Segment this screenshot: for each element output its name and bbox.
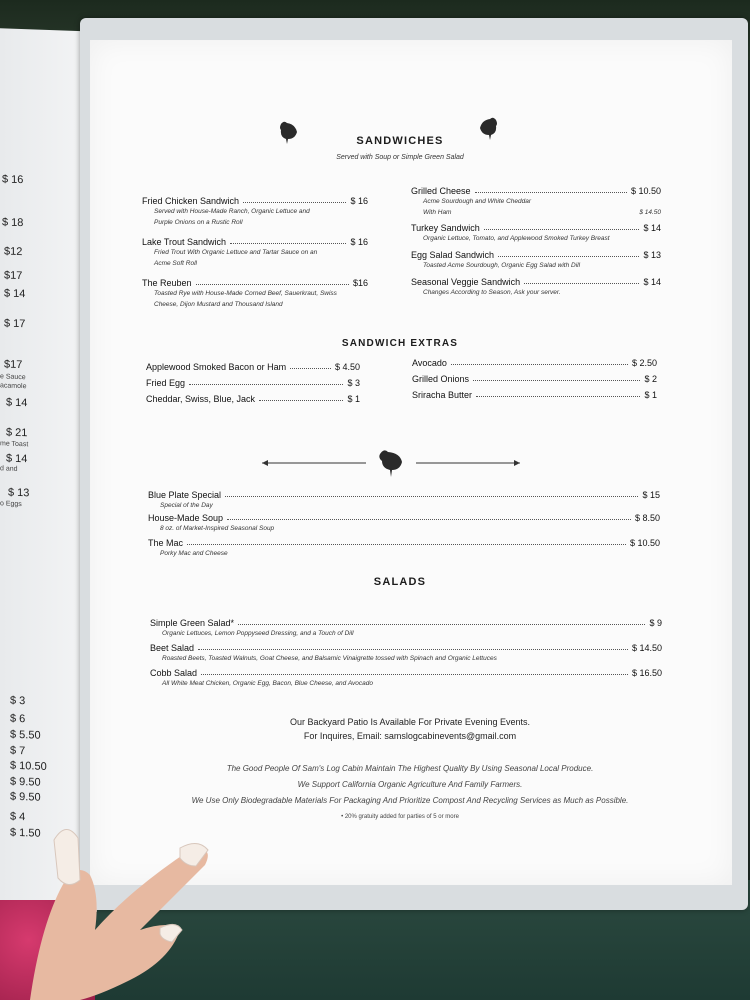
salads-heading: SALADS <box>373 576 427 588</box>
item-name: Egg Salad Sandwich <box>411 250 495 260</box>
item-description: All White Meat Chicken, Organic Egg, Bacon, Blue Cheese, and Avocado <box>162 680 374 687</box>
special-item <box>148 490 660 500</box>
item-price: $ 14.50 <box>631 643 662 653</box>
left-price: $ 4 <box>10 810 26 824</box>
item-price: $ 1 <box>644 390 657 400</box>
item-name: Grilled Onions <box>412 374 470 384</box>
left-price: $12 <box>4 245 23 259</box>
sandwich-column-right <box>411 186 661 298</box>
sandwich-column-left <box>142 196 368 310</box>
left-price: $ 1.50 <box>10 826 41 840</box>
extras-column-left <box>146 362 360 404</box>
item-price: $ 9 <box>649 618 662 628</box>
item-description: Acme Soft Roll <box>154 260 197 267</box>
menu-item <box>411 186 661 196</box>
item-name: Avocado <box>412 358 447 368</box>
item-price: $ 14 <box>643 223 661 233</box>
item-price: $ 10.50 <box>629 538 660 548</box>
left-price: $ 18 <box>2 216 24 230</box>
left-price: $ 5.50 <box>10 728 41 742</box>
salad-item <box>150 668 662 678</box>
item-name: Fried Egg <box>146 378 186 388</box>
mission-line: The Good People Of Sam's Log Cabin Maintain The Highest Quality By Using Seasonal Local Produce. <box>226 764 594 773</box>
item-description: Porky Mac and Cheese <box>160 550 228 557</box>
item-price: $ 10.50 <box>630 186 661 196</box>
hand <box>20 820 220 1000</box>
special-item <box>148 513 660 523</box>
item-price: $ 4.50 <box>334 362 360 372</box>
salads-list <box>150 618 662 689</box>
addon-price: $ 14.50 <box>639 209 661 216</box>
inquiries-email: For Inquires, Email: samslogcabinevents@gmail.com <box>303 731 517 741</box>
item-description: Fried Trout With Organic Lettuce and Tartar Sauce on an <box>154 249 318 256</box>
menu-item <box>411 277 661 287</box>
mission-line: We Use Only Biodegradable Materials For Packaging And Prioritize Compost And Recycling Services as Much as Possible. <box>191 796 629 805</box>
addon-label: With Ham <box>423 209 452 216</box>
item-description: Acme Sourdough and White Cheddar <box>423 198 532 205</box>
sandwiches-heading: SANDWICHES <box>356 135 444 147</box>
item-price: $ 3 <box>347 378 360 388</box>
left-fragment: acamole <box>0 382 27 391</box>
item-description: Toasted Acme Sourdough, Organic Egg Salad with Dill <box>423 262 581 269</box>
item-name: Sriracha Butter <box>412 390 473 400</box>
left-price: $ 7 <box>10 744 26 758</box>
item-description: Purple Onions on a Rustic Roll <box>154 219 243 226</box>
menu-item-addon <box>411 207 661 218</box>
menu-item <box>411 250 661 260</box>
item-price: $16 <box>352 278 368 288</box>
fingernail-icon <box>54 829 80 884</box>
extra-item <box>412 390 657 400</box>
item-price: $ 2 <box>644 374 657 384</box>
left-price: $ 14 <box>6 452 28 466</box>
extra-item <box>146 378 360 388</box>
left-price: $ 9.50 <box>10 775 41 789</box>
item-name: The Mac <box>148 538 184 548</box>
item-name: Seasonal Veggie Sandwich <box>411 277 521 287</box>
extra-item <box>146 362 360 372</box>
menu-item <box>142 278 368 288</box>
item-name: Simple Green Salad* <box>150 618 235 628</box>
menu-page <box>90 40 732 885</box>
menu-item <box>142 237 368 247</box>
gratuity-note: • 20% gratuity added for parties of 5 or more <box>341 814 459 820</box>
item-price: $ 13 <box>643 250 661 260</box>
divider-ornament <box>258 442 526 482</box>
item-price: $ 16 <box>350 237 368 247</box>
menu-item <box>142 196 368 206</box>
item-price: $ 16 <box>350 196 368 206</box>
left-price: $17 <box>4 269 23 283</box>
item-name: Blue Plate Special <box>148 490 222 500</box>
item-description: Served with House-Made Ranch, Organic Lettuce and <box>154 208 310 215</box>
left-fragment: me Toast <box>0 440 29 449</box>
extras-heading: SANDWICH EXTRAS <box>341 338 459 349</box>
specials-list <box>148 490 660 559</box>
left-price: $ 16 <box>2 173 24 187</box>
item-price: $ 1 <box>347 394 360 404</box>
salad-item <box>150 643 662 653</box>
left-price: $ 17 <box>4 317 26 331</box>
item-description: Organic Lettuce, Tomato, and Applewood Smoked Turkey Breast <box>423 235 610 242</box>
item-description: Cheese, Dijon Mustard and Thousand Island <box>154 301 283 308</box>
left-price: $ 3 <box>10 694 26 708</box>
item-name: Beet Salad <box>150 643 195 653</box>
item-description: Roasted Beets, Toasted Walnuts, Goat Cheese, and Balsamic Vinaigrette tossed with Spinach and Organic Lettuces <box>162 655 497 662</box>
item-price: $ 8.50 <box>634 513 660 523</box>
item-name: Lake Trout Sandwich <box>142 237 227 247</box>
extra-item <box>412 374 657 384</box>
menu-item <box>411 223 661 233</box>
item-description: Special of the Day <box>160 502 213 509</box>
item-price: $ 14 <box>643 277 661 287</box>
left-price: $ 10.50 <box>10 759 47 773</box>
item-name: Grilled Cheese <box>411 186 471 196</box>
left-fragment: d and <box>0 465 18 473</box>
left-fragment: o Eggs <box>0 500 22 509</box>
item-name: Cobb Salad <box>150 668 198 678</box>
left-price: $ 6 <box>10 712 26 726</box>
left-fragment: e Sauce <box>0 373 26 382</box>
salad-item <box>150 618 662 628</box>
item-name: The Reuben <box>142 278 192 288</box>
item-price: $ 16.50 <box>631 668 662 678</box>
item-name: Applewood Smoked Bacon or Ham <box>146 362 287 372</box>
item-description: Changes According to Season, Ask your server. <box>423 289 561 296</box>
left-price: $ 14 <box>4 287 26 301</box>
item-name: Fried Chicken Sandwich <box>142 196 240 206</box>
item-name: Cheddar, Swiss, Blue, Jack <box>146 394 256 404</box>
item-name: House-Made Soup <box>148 513 224 523</box>
mission-line: We Support California Organic Agriculture And Family Farmers. <box>297 780 523 789</box>
extra-item <box>146 394 360 404</box>
left-price: $17 <box>4 358 23 372</box>
left-price: $ 13 <box>8 486 30 500</box>
item-price: $ 15 <box>642 490 660 500</box>
item-price: $ 2.50 <box>631 358 657 368</box>
left-price: $ 14 <box>6 396 28 410</box>
item-description: Toasted Rye with House-Made Corned Beef, Sauerkraut, Swiss <box>154 290 337 297</box>
patio-notice: Our Backyard Patio Is Available For Private Evening Events. <box>290 717 530 727</box>
item-description: 8 oz. of Market-Inspired Seasonal Soup <box>160 525 275 532</box>
left-price: $ 9.50 <box>10 790 41 804</box>
extra-item <box>412 358 657 368</box>
item-description: Organic Lettuces, Lemon Poppyseed Dressing, and a Touch of Dill <box>162 630 354 637</box>
extras-column-right <box>412 358 657 400</box>
item-name: Turkey Sandwich <box>411 223 480 233</box>
special-item <box>148 538 660 548</box>
left-price: $ 21 <box>6 426 28 440</box>
chicken-icon <box>275 118 301 144</box>
sandwiches-subtitle: Served with Soup or Simple Green Salad <box>336 154 464 161</box>
